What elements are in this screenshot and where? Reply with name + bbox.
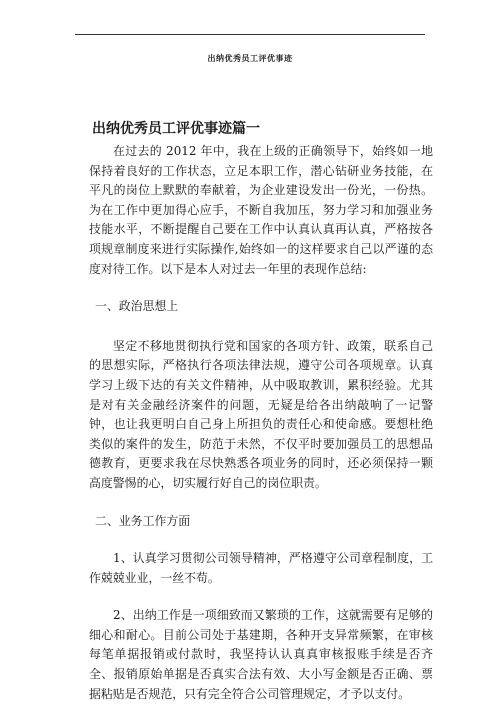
business-item-2: 2、出纳工作是一项细致而又繁琐的工作，这就需要有足够的细心和耐心。目前公司处于基建期，各种开支异常频繁，在审核每笔单据报销或付款时，我坚持认认真真审核报账手续是否齐全、报销原始单据是否真实合法有效、大小写金额是否正确、票据粘贴是否规范，只有完全符合公司管理规定，才予以支付。 <box>89 608 433 701</box>
politics-paragraph: 坚定不移地贯彻执行党和国家的各项方针、政策，联系自己的思想实际，严格执行各项法律法规，遵守公司各项规章。认真学习上级下达的有关文件精神，从中吸取教训，累积经验。尤其是对有关金融经济案件的问题，无疑是给各出纳敲响了一记警钟，也让我更明白自己身上所担负的责任心和使命感。要想杜绝类似的案件的发生，防范于未然，不仅平时要加强员工的思想品德教育，更要求我在尽快熟悉各项业务的同时，还必须保持一颗高度警惕的心，切实履行好自己的岗位职责。 <box>89 338 433 490</box>
running-header: 出纳优秀员工评优事迹 <box>207 53 293 63</box>
header-rule <box>75 34 425 35</box>
intro-paragraph: 在过去的 2012 年中，我在上级的正确领导下，始终如一地保持着良好的工作状态，立足本职工作，潜心钻研业务技能，在平凡的岗位上默默的奉献着，为企业建设发出一份光，一份热。为在工作中更加得心应手，不断自我加压，努力学习和加强业务技能水平，不断提醒自己要在工作中认真认真再认真，严格按各项规章制度来进行实际操作,始终如一的这样要求自己以严谨的态度对待工作。以下是本人对过去一年里的表现作总结: <box>89 144 433 276</box>
section-heading-politics: 一、政治思想上 <box>95 299 179 314</box>
section-heading-business: 二、业务工作方面 <box>95 513 191 528</box>
document-body <box>89 142 433 704</box>
business-item-1: 1、认真学习贯彻公司领导精神，严格遵守公司章程制度，工作兢兢业业，一丝不苟。 <box>89 551 433 585</box>
document-title: 出纳优秀员工评优事迹篇一 <box>92 121 260 137</box>
